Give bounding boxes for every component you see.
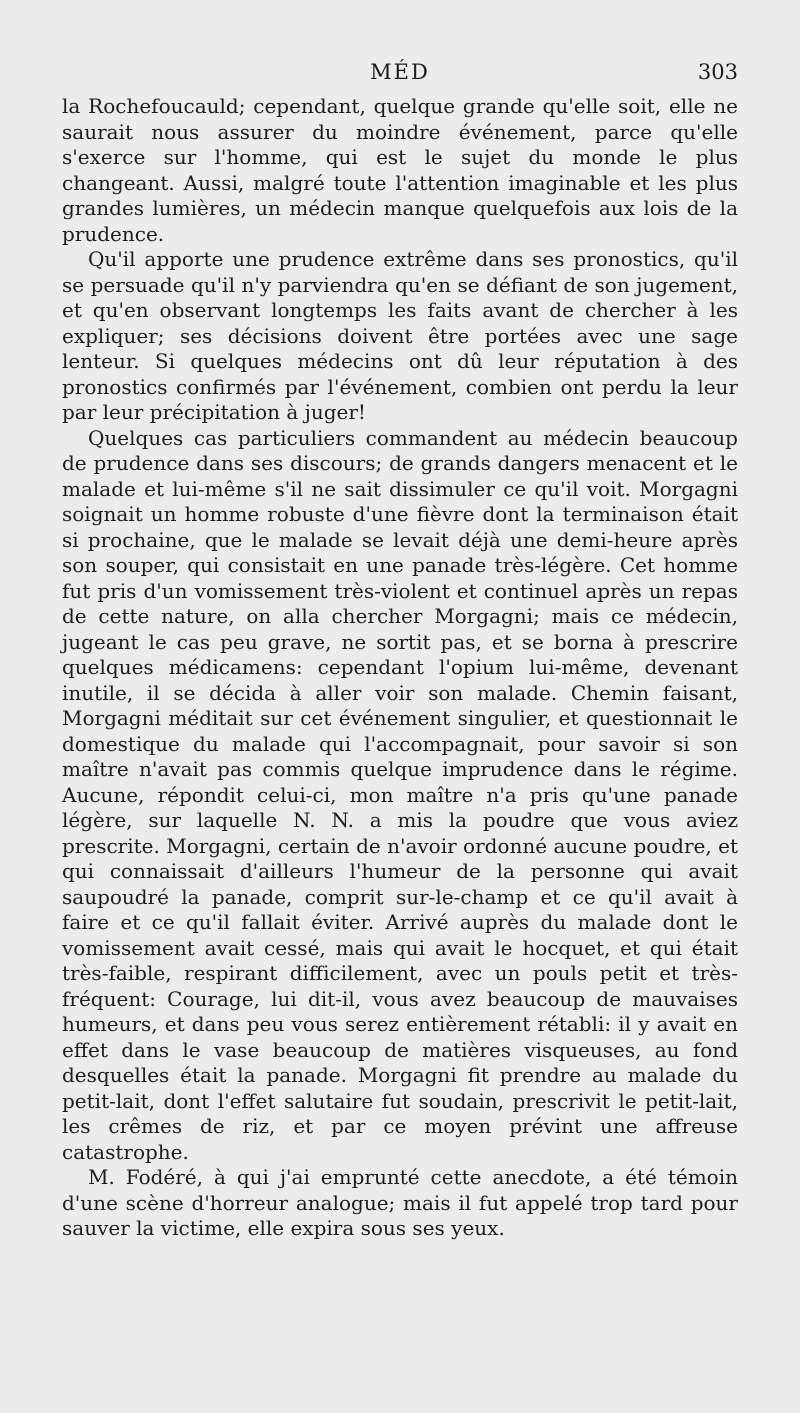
- running-head: MÉD: [370, 60, 430, 84]
- page-number: 303: [697, 60, 738, 84]
- page-header: [62, 58, 738, 90]
- paragraph: Quelques cas particuliers commandent au médecin beaucoup de prudence dans ses discours; de grands dangers menacent et le malade et lui-même s'il ne sait dissimuler ce qu'il voit. Morgagni soignait un homme robuste d'une fièvre dont la terminaison était si prochaine, que le malade se levait déjà une demi-heure après son souper, qui consistait en une panade très-légère. Cet homme fut pris d'un vomissement très-violent et continuel après un repas de cette nature, on alla chercher Morgagni; mais ce médecin, jugeant le cas peu grave, ne sortit pas, et se borna à prescrire quelques médicamens: cependant l'opium lui-même, devenant inutile, il se décida à aller voir son malade. Chemin faisant, Morgagni méditait sur cet événement singulier, et questionnait le domestique du malade qui l'accompagnait, pour savoir si son maître n'avait pas commis quelque imprudence dans le régime. Aucune, répondit celui-ci, mon maître n'a pris qu'une panade légère, sur laquelle N. N. a mis la poudre que vous aviez prescrite. Morgagni, certain de n'avoir ordonné aucune poudre, et qui connaissait d'ailleurs l'humeur de la personne qui avait saupoudré la panade, comprit sur-le-champ et ce qu'il avait à faire et ce qu'il fallait éviter. Arrivé auprès du malade dont le vomissement avait cessé, mais qui avait le hocquet, et qui était très-faible, respirant difficilement, avec un pouls petit et très-fréquent: Courage, lui dit-il, vous avez beaucoup de mauvaises humeurs, et dans peu vous serez entièrement rétabli: il y avait en effet dans le vase beaucoup de matières visqueuses, au fond desquelles était la panade. Morgagni fit prendre au malade du petit-lait, dont l'effet salutaire fut soudain, prescrivit le petit-lait, les crêmes de riz, et par ce moyen prévint une affreuse catastrophe.: [62, 425, 738, 1164]
- body-text: [62, 94, 738, 1242]
- paragraph: M. Fodéré, à qui j'ai emprunté cette anecdote, a été témoin d'une scène d'horreur analogue; mais il fut appelé trop tard pour sauver la victime, elle expira sous ses yeux.: [62, 1165, 738, 1240]
- paragraph: la Rochefoucauld; cependant, quelque grande qu'elle soit, elle ne saurait nous assurer du moindre événement, parce qu'elle s'exerce sur l'homme, qui est le sujet du monde le plus changeant. Aussi, malgré toute l'attention imaginable et les plus grandes lumières, un médecin manque quelquefois aux lois de la prudence.: [62, 94, 738, 246]
- paragraph: Qu'il apporte une prudence extrême dans ses pronostics, qu'il se persuade qu'il n'y parviendra qu'en se défiant de son jugement, et qu'en observant longtemps les faits avant de chercher à les expliquer; ses décisions doivent être portées avec une sage lenteur. Si quelques médecins ont dû leur réputation à des pronostics confirmés par l'événement, combien ont perdu la leur par leur précipitation à juger!: [62, 247, 738, 424]
